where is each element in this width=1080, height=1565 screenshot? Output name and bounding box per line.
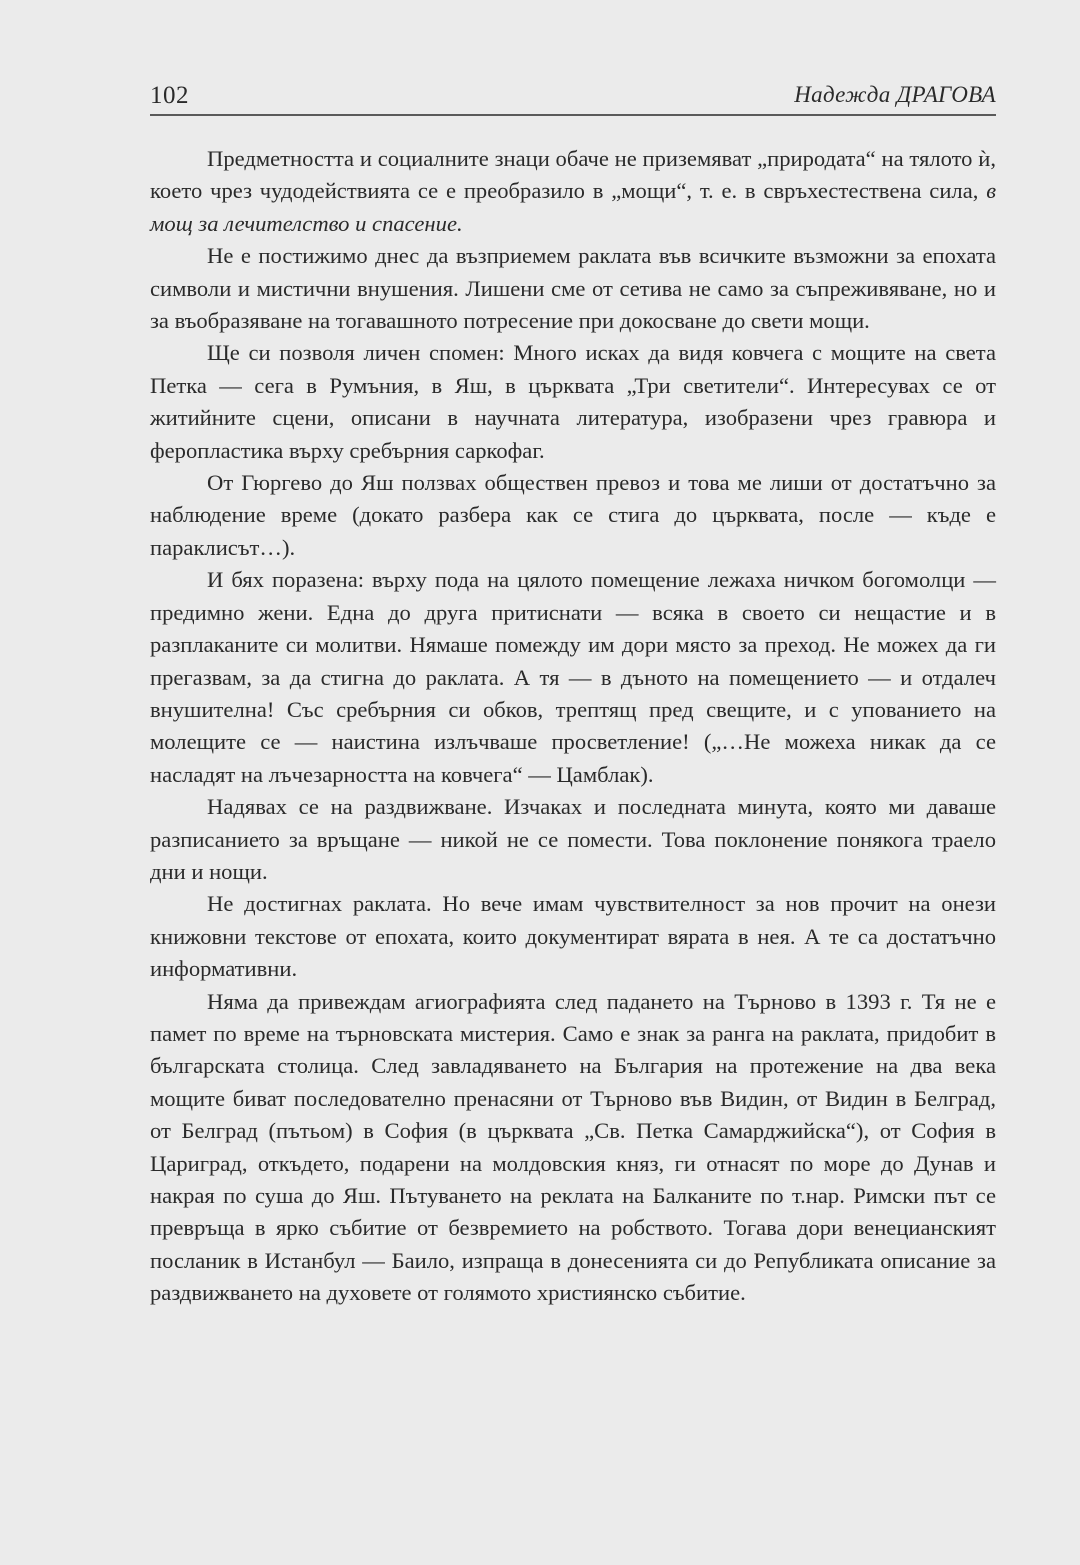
paragraph: Няма да привеждам агиографията след падането на Търново в 1393 г. Тя не е памет по време на търновската мистерия. Само е знак за ранга на раклата, придобит в българската столица. След завладяването на България на протежение на два века мощите биват последователно пренасяни от Търново във Видин, от Видин в Белград, от Белград (пътьом) в София (в църквата „Св. Петка Самарджийска“), от София в Цариград, откъдето, подарени на молдовския княз, ги отнасят по море до Дунав и накрая по суша до Яш. Пътуването на реклата на Балканите по т.нар. Римски път се превръща в ярко събитие от безвремието на робството. Тогава дори венецианският посланик в Истанбул — Баило, изпраща в донесенията си до Републиката описание за раздвижването на духовете от голямото християнско събитие. xyxy=(150,988,996,1306)
paragraph: Надявах се на раздвижване. Изчаках и последната минута, която ми даваше разписанието за връщане — никой не се помести. Това поклонение понякога траело дни и нощи. xyxy=(150,794,996,884)
paragraph: Не достигнах раклата. Но вече имам чувствителност за нов прочит на онези книжовни текстове от епохата, които документират вярата в нея. А те са достатъчно информативни. xyxy=(150,891,996,982)
paragraph: Не е постижимо днес да възприемем раклата във всичките възможни за епохата символи и мистични внушения. Лишени сме от сетива не само за съпреживяване, но и за въобразяване на тогавашното потресение при докосване до свети мощи. xyxy=(150,243,996,334)
page-header xyxy=(150,78,996,114)
paragraph: И бях поразена: върху пода на цялото помещение лежаха ничком богомолци — предимно жени. Една до друга притиснати — всяка в своето си нещастие и в разплаканите си молитви. Нямаше помежду им дори място за преход. Не можех да ги прегазвам, за да стигна до раклата. А тя — в дъното на помещението — и отдалеч внушителна! Със сребърния си обков, трептящ пред свещите, и с упованието на молещите се — наистина излъчваше просветление! („…Не можеха никак да се насладят на лъчезарността на ковчега“ — Цамблак). xyxy=(150,567,996,787)
page-number: 102 xyxy=(150,82,189,109)
paragraph: От Гюргево до Яш ползвах обществен превоз и това ме лиши от достатъчно за наблюдение време (докато разбера как се стига до църквата, после — къде е параклисът…). xyxy=(150,470,996,560)
paragraph-emphasis: в мощ за лечителство и спасение. xyxy=(150,178,996,236)
header-rule xyxy=(150,114,996,116)
paragraph xyxy=(150,143,996,240)
paragraph: Ще си позволя личен спомен: Много исках да видя ковчега с мощите на света Петка — сега в Румъния, в Яш, в църквата „Три светители“. Интересувах се от житийните сцени, описани в научната литература, изобразени чрез гравюра и феропластика върху сребърния саркофаг. xyxy=(150,340,996,463)
paragraph-text: Предметността и социалните знаци обаче не приземяват „природата“ на тялото ѝ, което чрез чудодействията се е преобразило в „мощи“, т. е. в свръхестествена сила, xyxy=(150,146,996,204)
body-text xyxy=(150,143,996,1310)
running-head-author: Надежда ДРАГОВА xyxy=(794,82,996,107)
